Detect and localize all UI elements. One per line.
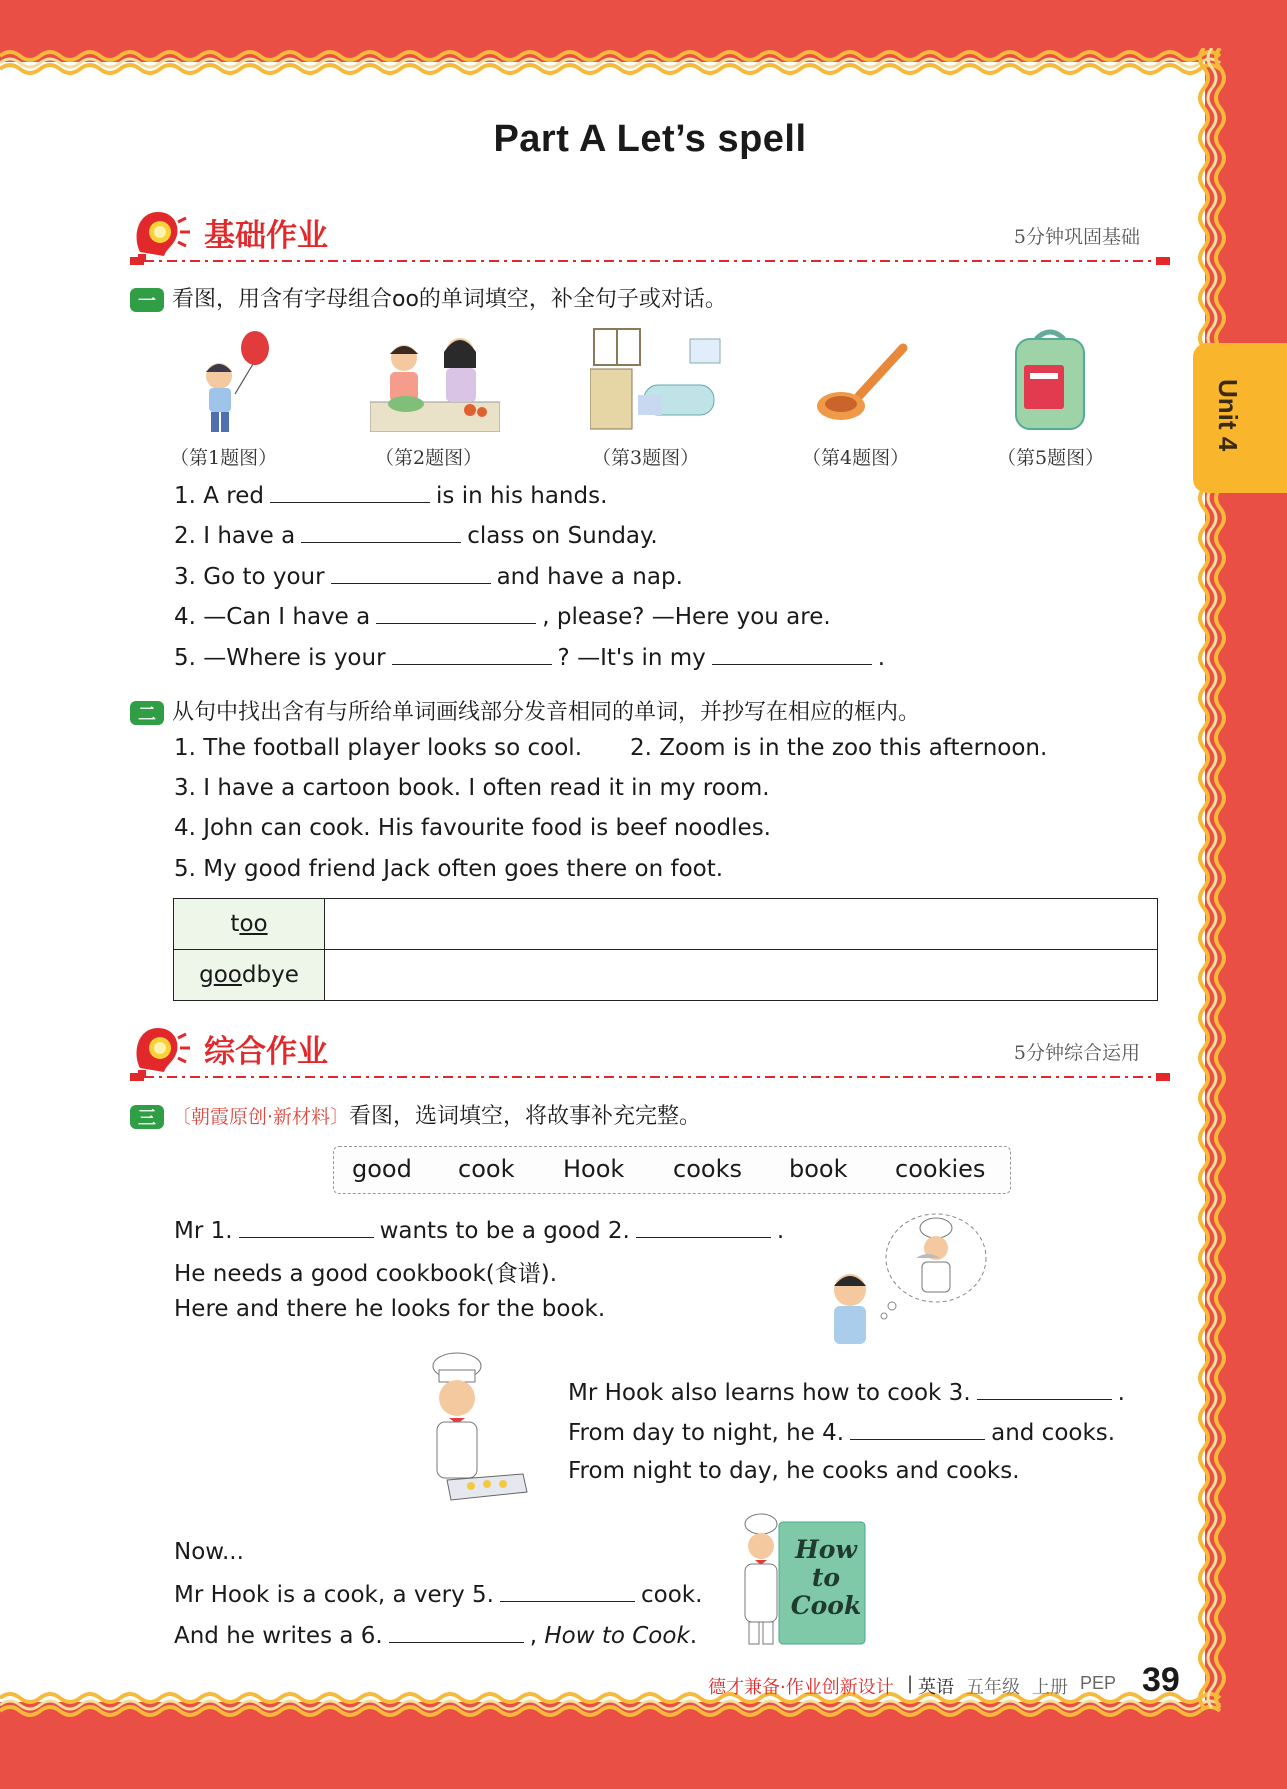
boy-dreaming-of-chef-illustration: [818, 1210, 993, 1345]
footer-series: 德才兼备·作业创新设计: [708, 1677, 894, 1698]
q2-sentence-1: 1. The football player looks so cool.: [174, 735, 583, 761]
answer-blank[interactable]: [712, 642, 872, 665]
q2-sentence-3: 3. I have a cartoon book. I often read it in my room.: [174, 775, 770, 801]
section-comprehensive-note: 5分钟综合运用: [1013, 1042, 1140, 1064]
footer-edition: PEP: [1080, 1673, 1117, 1693]
section-comprehensive-title: 综合作业: [204, 1034, 328, 1070]
section-divider: [130, 256, 1170, 266]
story-line-1: Mr 1. wants to be a good 2. .: [174, 1215, 784, 1244]
word-option[interactable]: book: [789, 1155, 848, 1183]
caption-5: （第5题图）: [997, 447, 1105, 469]
schoolbag-illustration: [1010, 325, 1090, 433]
answer-cell[interactable]: [325, 899, 1158, 950]
section-basic-note: 5分钟巩固基础: [1013, 226, 1140, 248]
q1-sentence-5: 5. —Where is your ? —It's in my .: [174, 642, 885, 671]
book-cover-title: How to Cook: [790, 1535, 862, 1620]
question-3-tag: 〔朝霞原创·新材料〕: [172, 1106, 350, 1128]
story-line-8: Mr Hook is a cook, a very 5. cook.: [174, 1579, 702, 1608]
q1-sentence-4: 4. —Can I have a , please? —Here you are.: [174, 601, 831, 630]
question-2-heading: [130, 695, 920, 726]
chef-with-tray-illustration: [415, 1352, 530, 1507]
answer-blank[interactable]: [376, 601, 536, 624]
answer-blank[interactable]: [301, 520, 461, 543]
table-key-cell: goodbye: [174, 950, 325, 1001]
page-number: 39: [1142, 1661, 1180, 1699]
chef-with-cookbook-illustration: [735, 1510, 870, 1650]
word-option[interactable]: Hook: [563, 1155, 625, 1183]
word-bank: [333, 1146, 1011, 1194]
section-basic-header: [130, 206, 1170, 266]
answer-cell[interactable]: [325, 950, 1158, 1001]
sound-table: [173, 898, 1158, 1001]
cooking-class-illustration: [370, 332, 500, 432]
footer-volume: 上册: [1032, 1677, 1068, 1698]
answer-blank[interactable]: [270, 480, 430, 503]
question-3-instruction: 看图，选词填空，将故事补充完整。: [349, 1104, 702, 1129]
question-2-instruction: 从句中找出含有与所给单词画线部分发音相同的单词，并抄写在相应的框内。: [172, 700, 921, 725]
question-1-instruction: 看图，用含有字母组合oo的单词填空，补全句子或对话。: [172, 287, 727, 312]
question-3-badge: 三: [130, 1105, 164, 1129]
boy-with-balloon-illustration: [195, 328, 275, 436]
q2-sentence-5: 5. My good friend Jack often goes there on foot.: [174, 856, 724, 882]
word-option[interactable]: cooks: [673, 1155, 742, 1183]
section-comprehensive-header: [130, 1022, 1170, 1082]
story-line-5: From day to night, he 4. and cooks.: [568, 1417, 1115, 1446]
word-option[interactable]: cook: [458, 1155, 515, 1183]
story-line-7: Now...: [174, 1539, 244, 1565]
caption-2: （第2题图）: [375, 447, 483, 469]
answer-blank[interactable]: [977, 1377, 1112, 1400]
wavy-border-right: [1196, 48, 1230, 1718]
answer-blank[interactable]: [331, 561, 491, 584]
q2-sentence-4: 4. John can cook. His favourite food is beef noodles.: [174, 815, 771, 841]
question-1-heading: [130, 282, 727, 313]
answer-blank[interactable]: [850, 1417, 985, 1440]
story-line-6: From night to day, he cooks and cooks.: [568, 1458, 1020, 1484]
answer-blank[interactable]: [239, 1215, 374, 1238]
answer-blank[interactable]: [500, 1579, 635, 1602]
q1-sentence-1: 1. A red is in his hands.: [174, 480, 607, 509]
story-line-9: And he writes a 6. , How to Cook.: [174, 1620, 697, 1649]
q1-sentence-3: 3. Go to your and have a nap.: [174, 561, 683, 590]
footer-grade: 五年级: [966, 1677, 1020, 1698]
table-row: [174, 899, 1158, 950]
caption-4: （第4题图）: [802, 447, 910, 469]
word-option[interactable]: good: [352, 1155, 412, 1183]
wavy-border-top: [0, 48, 1230, 78]
story-line-4: Mr Hook also learns how to cook 3. .: [568, 1377, 1125, 1406]
question-2-badge: 二: [130, 701, 164, 725]
unit-tab[interactable]: [1193, 343, 1287, 493]
page-title: Part A Let’s spell: [493, 118, 807, 160]
question-3-heading: [130, 1099, 701, 1130]
word-option[interactable]: cookies: [895, 1155, 986, 1183]
bedroom-illustration: [590, 325, 725, 433]
caption-3: （第3题图）: [592, 447, 700, 469]
story-line-3: Here and there he looks for the book.: [174, 1296, 606, 1322]
footer-subject: 英语: [918, 1677, 954, 1698]
footer-separator: |: [907, 1673, 914, 1694]
table-row: [174, 950, 1158, 1001]
table-key-cell: too: [174, 899, 325, 950]
answer-blank[interactable]: [389, 1620, 524, 1643]
q2-sentence-2: 2. Zoom is in the zoo this afternoon.: [630, 735, 1048, 761]
story-line-2: He needs a good cookbook(食谱).: [174, 1261, 558, 1287]
unit-tab-label: Unit 4: [1213, 379, 1243, 452]
caption-1: （第1题图）: [170, 447, 278, 469]
question-1-badge: 一: [130, 288, 164, 312]
section-basic-title: 基础作业: [204, 218, 328, 254]
answer-blank[interactable]: [636, 1215, 771, 1238]
spoon-illustration: [815, 336, 915, 426]
q1-sentence-2: 2. I have a class on Sunday.: [174, 520, 658, 549]
answer-blank[interactable]: [392, 642, 552, 665]
section-divider: [130, 1072, 1170, 1082]
